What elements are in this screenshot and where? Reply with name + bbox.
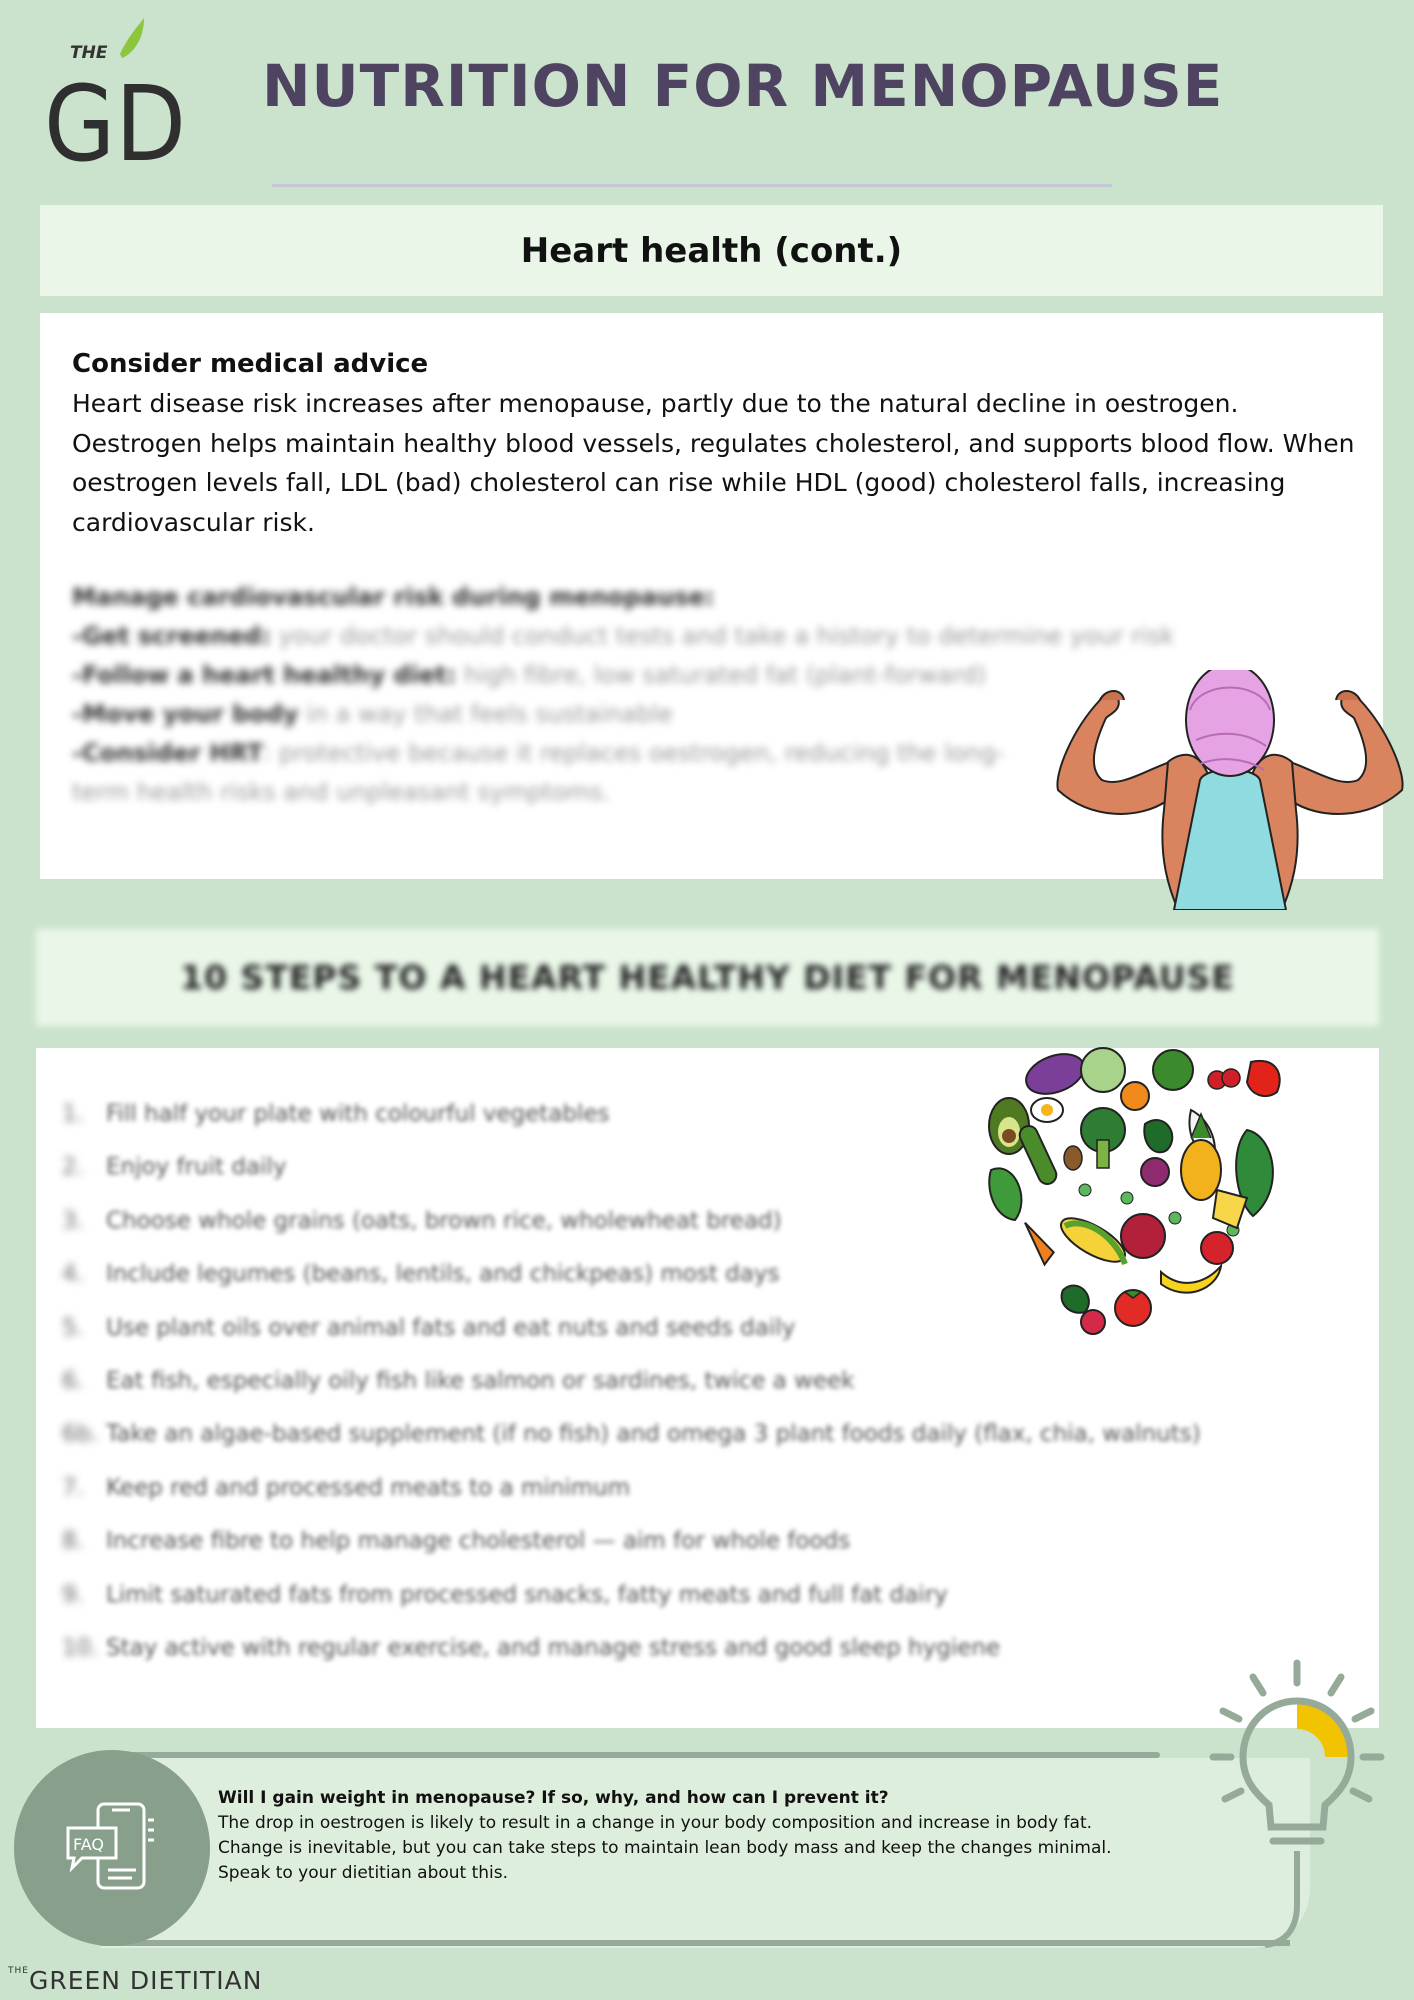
step-item: 9. Limit saturated fats from processed snacks, fatty meats and full fat dairy: [62, 1581, 948, 1608]
logo-small-text: THE: [70, 43, 108, 63]
step-item: 6. Eat fish, especially oily fish like salmon or sardines, twice a week: [62, 1368, 855, 1395]
svg-text:FAQ: FAQ: [73, 1835, 104, 1854]
faq-phone-icon: [62, 1800, 172, 1900]
faq-answer-line: Speak to your dietitian about this.: [218, 1863, 509, 1883]
logo-leaf-icon: [120, 18, 144, 58]
footer-brand: [8, 1966, 262, 1995]
step-item: 10. Stay active with regular exercise, and manage stress and good sleep hygiene: [62, 1635, 1001, 1662]
section-header-ten-steps: 10 STEPS TO A HEART HEALTHY DIET FOR MENOPAUSE: [36, 929, 1379, 1026]
footer-brand-text: GREEN DIETITIAN: [28, 1966, 263, 1995]
risk-item: -Consider HRT: protective because it replaces oestrogen, reducing the long-term health risks and unpleasant symptoms.: [72, 739, 1005, 806]
faq-bottom-line: [100, 1940, 1290, 1946]
step-item: 4. Include legumes (beans, lentils, and chickpeas) most days: [62, 1261, 780, 1288]
step-item: 3. Choose whole grains (oats, brown rice, wholewheat bread): [62, 1207, 782, 1234]
step-item: 1. Fill half your plate with colourful vegetables: [62, 1101, 610, 1127]
brand-logo: [40, 14, 190, 174]
fruit-veg-heart-illustration: [985, 1040, 1330, 1340]
step-item: 7. Keep red and processed meats to a minimum: [62, 1474, 631, 1501]
medical-advice-heading: Consider medical advice: [72, 349, 429, 379]
faq-answer-line: The drop in oestrogen is likely to result in a change in your body composition and increase in body fat.: [218, 1813, 1093, 1833]
step-item: 2. Enjoy fruit daily: [62, 1154, 287, 1181]
risk-item: -Move your body in a way that feels sustainable: [72, 700, 673, 728]
step-item: 8. Increase fibre to help manage cholesterol — aim for whole foods: [62, 1528, 851, 1555]
step-item: 6b. Take an algae-based supplement (if no fish) and omega 3 plant foods daily (flax, chia, walnuts): [62, 1421, 1201, 1448]
medical-advice-paragraph: Heart disease risk increases after menopause, partly due to the natural decline in oestrogen. Oestrogen helps maintain healthy blood vessels, regulates cholesterol, and supports blood flow. When oestrogen levels fall, LDL (bad) cholesterol can rise while HDL (good) cholesterol falls, increasing cardiovascular risk.: [72, 389, 1355, 537]
footer-brand-small: THE: [8, 1966, 29, 1976]
faq-text: [218, 1786, 1178, 1886]
faq-answer-line: Change is inevitable, but you can take steps to maintain lean body mass and keep the changes minimal.: [218, 1838, 1112, 1858]
logo-letters: GD: [44, 63, 186, 174]
risk-item: -Follow a heart healthy diet: high fibre, low saturated fat (plant-forward): [72, 661, 987, 689]
section-header-heart-health: Heart health (cont.): [40, 205, 1383, 296]
step-item: 5. Use plant oils over animal fats and eat nuts and seeds daily: [62, 1314, 796, 1341]
faq-question: Will I gain weight in menopause? If so, why, and how can I prevent it?: [218, 1788, 889, 1808]
flexing-woman-illustration: [1050, 670, 1410, 910]
risk-item: -Get screened: your doctor should conduct tests and take a history to determine your risk: [72, 622, 1175, 650]
title-divider: [272, 184, 1112, 187]
page-title: NUTRITION FOR MENOPAUSE: [262, 52, 1224, 120]
manage-risk-heading: Manage cardiovascular risk during menopause:: [72, 583, 715, 611]
lightbulb-icon: [1205, 1655, 1395, 1955]
